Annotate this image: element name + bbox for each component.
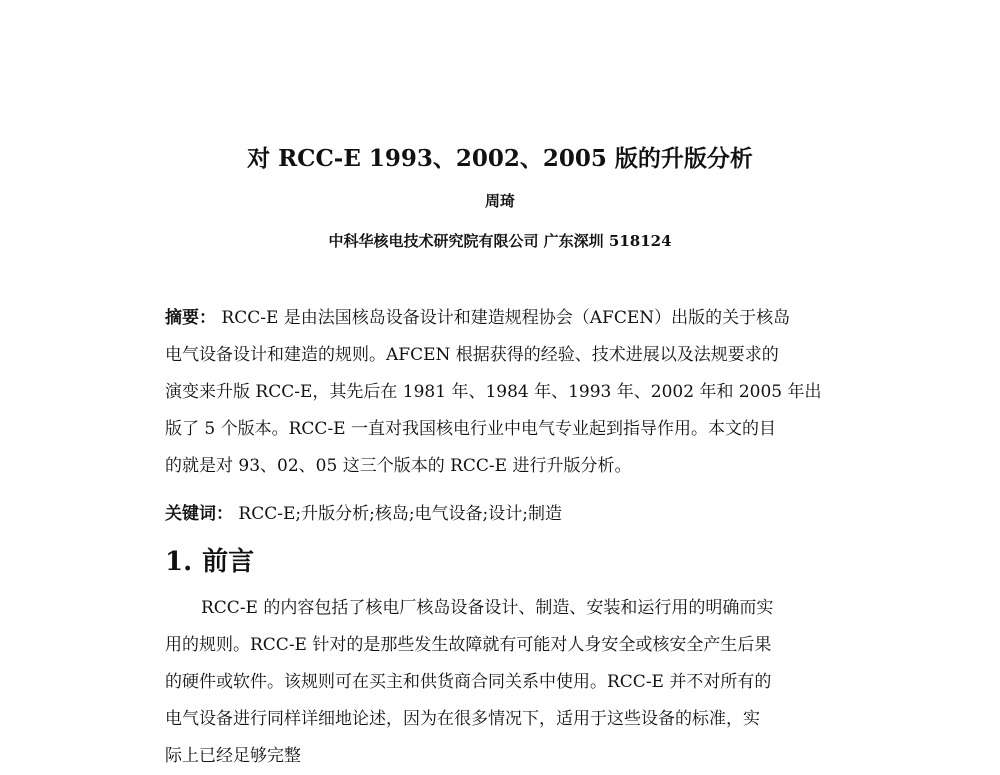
author-affiliation: 中科华核电技术研究院有限公司 广东深圳 518124 [328,232,672,250]
abstract-line-3: 演变来升版 RCC-E，其先后在 1981 年、1984 年、1993 年、2002 年和 2005 年出 [165,382,822,402]
paragraph-line-1 [165,590,850,627]
section-1-paragraph [165,590,850,775]
abstract-text-1: RCC-E 是由法国核岛设备设计和建造规程协会（AFCEN）出版的关于核岛 [221,308,791,328]
section-1-title: 前言 [202,547,255,577]
paragraph-line-2: 用的规则。RCC-E 针对的是那些发生故障就有可能对人身安全或核安全产生后果 [165,635,772,655]
paragraph-line-4: 电气设备进行同样详细地论述，因为在很多情况下，适用于这些设备的标准，实 [165,709,760,729]
paragraph-text-1: RCC-E 的内容包括了核电厂核岛设备设计、制造、安装和运行用的明确而实 [201,598,774,618]
keywords-line [165,496,850,533]
paragraph-line-5: 际上已经足够完整 [165,746,301,766]
keywords [165,496,850,533]
abstract-line-2: 电气设备设计和建造的规则。AFCEN 根据获得的经验、技术进展以及法规要求的 [165,345,779,365]
keywords-text: RCC-E;升版分析;核岛;电气设备;设计;制造 [238,504,563,524]
section-1-heading [165,540,254,584]
paper-title: 对 RCC-E 1993、2002、2005 版的升版分析 [247,145,753,172]
abstract-label: 摘要： [165,308,216,328]
abstract-line-1 [165,300,850,337]
abstract-line-5: 的就是对 93、02、05 这三个版本的 RCC-E 进行升版分析。 [165,456,632,476]
author-name: 周琦 [484,192,515,210]
abstract-line-4: 版了 5 个版本。RCC-E 一直对我国核电行业中电气专业起到指导作用。本文的目 [165,419,776,439]
keywords-label: 关键词： [165,504,233,524]
abstract [165,300,850,485]
paragraph-line-3: 的硬件或软件。该规则可在买主和供货商合同关系中使用。RCC-E 并不对所有的 [165,672,772,692]
section-1-number: 1. [165,547,193,577]
